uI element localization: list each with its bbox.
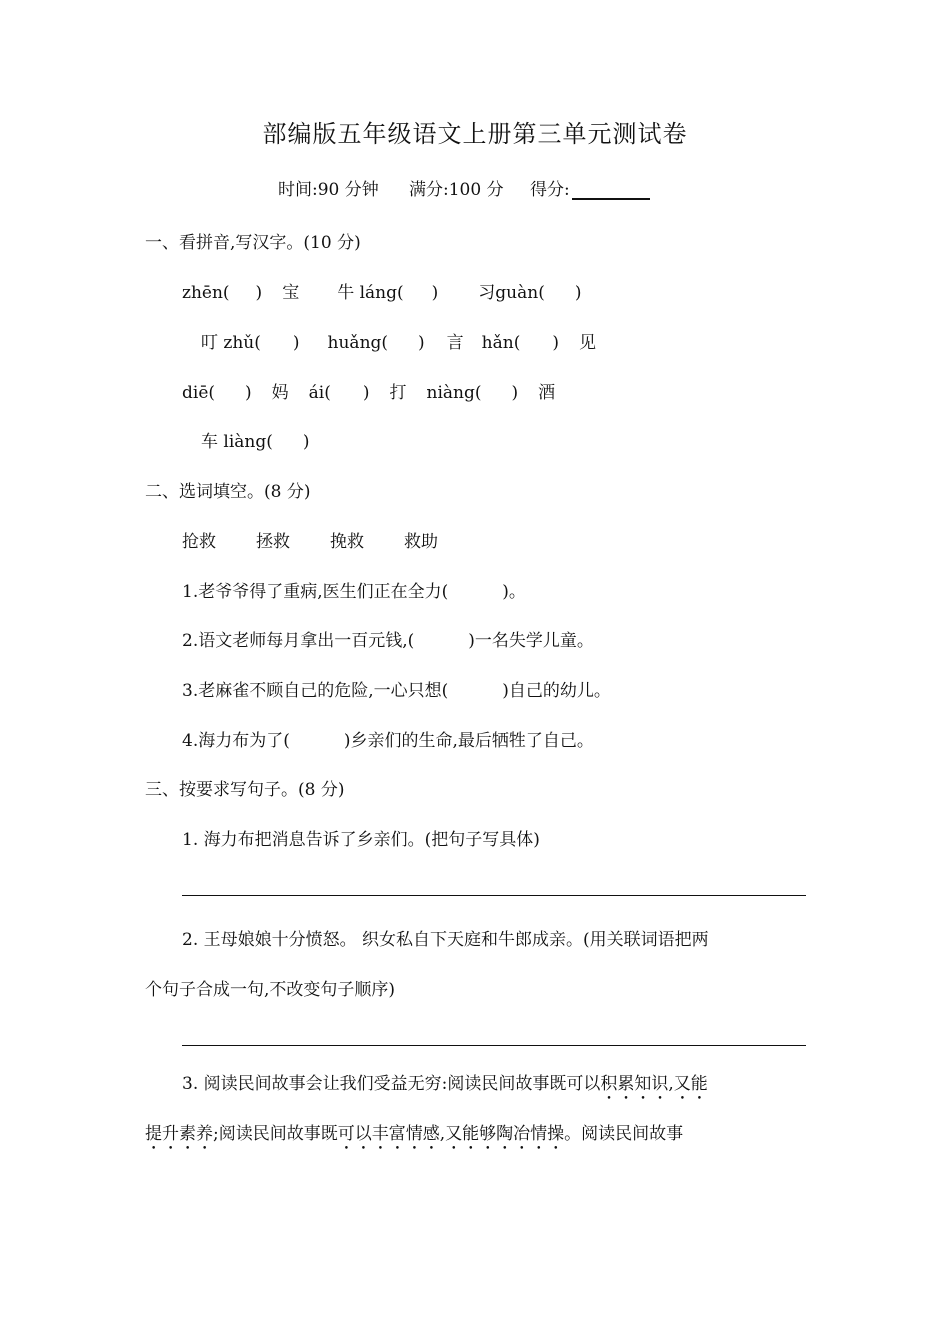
pinyin-char: 酒 <box>538 383 556 403</box>
fill-item-text: 3.老麻雀不顾自己的危险,一心只想( <box>182 681 449 701</box>
pinyin-close: ) <box>302 432 310 452</box>
word-choice: 救助 <box>404 532 438 552</box>
pinyin-close: ) <box>511 383 519 403</box>
section2-heading: 二、选词填空。(8 分) <box>145 482 311 502</box>
pinyin-item: 习guàn( <box>478 283 545 303</box>
pinyin-close: ) <box>255 283 263 303</box>
fill-item-4 <box>182 726 594 751</box>
pinyin-char: 妈 <box>271 383 289 403</box>
score-label: 得分: <box>530 180 570 200</box>
question-text: 。阅读民间故事 <box>564 1124 684 1144</box>
sentence-question-2-line1: 2. 王母娘娘十分愤怒。 织女私自下天庭和牛郎成亲。(用关联词语把两 <box>182 930 709 950</box>
fill-item-text: )乡亲们的生命,最后牺牲了自己。 <box>343 731 594 751</box>
pinyin-close: ) <box>431 283 439 303</box>
emphasized-phrase: 又能够陶冶情操 <box>445 1124 565 1144</box>
sentence-question-2-line2: 个句子合成一句,不改变句子顺序) <box>145 980 396 1000</box>
pinyin-row-1 <box>182 278 581 303</box>
emphasized-phrase: 积累知识 <box>600 1074 669 1094</box>
pinyin-close: ) <box>418 333 425 353</box>
answer-line-1[interactable] <box>182 895 806 896</box>
word-choice: 抢救 <box>182 532 216 552</box>
pinyin-close: ) <box>245 383 252 403</box>
fill-item-text: )自己的幼儿。 <box>502 681 611 701</box>
emphasized-phrase: 又能 <box>673 1074 708 1094</box>
pinyin-item: diē( <box>182 383 216 403</box>
pinyin-close: ) <box>552 333 559 353</box>
pinyin-row-3 <box>182 378 555 403</box>
pinyin-item: 叮 zhǔ( <box>201 333 261 353</box>
pinyin-char: 宝 <box>282 283 300 303</box>
fill-item-1 <box>182 577 526 602</box>
full-score-info: 满分:100 分 <box>409 180 504 200</box>
page-title: 部编版五年级语文上册第三单元测试卷 <box>262 120 688 148</box>
emphasized-phrase: 提升素养 <box>145 1124 213 1144</box>
pinyin-item: ái( <box>308 383 331 403</box>
fill-item-3 <box>182 676 611 701</box>
pinyin-item: 牛 láng( <box>337 283 404 303</box>
fill-item-text: )一名失学儿童。 <box>468 631 594 651</box>
pinyin-char: 言 <box>446 333 464 353</box>
word-choices <box>182 527 438 552</box>
fill-item-text: 4.海力布为了( <box>182 731 290 751</box>
question-text: , <box>439 1124 446 1144</box>
pinyin-close: ) <box>574 283 582 303</box>
word-choice: 拯救 <box>256 532 290 552</box>
question-text: 3. 阅读民间故事会让我们受益无穷:阅读民间故事既可以 <box>182 1074 601 1094</box>
sentence-question-1: 1. 海力布把消息告诉了乡亲们。(把句子写具体) <box>182 830 540 850</box>
pinyin-item: hǎn( <box>481 333 521 353</box>
pinyin-close: ) <box>292 333 300 353</box>
question-text: ;阅读民间故事既 <box>213 1124 338 1144</box>
pinyin-item: 车 liàng( <box>201 432 273 452</box>
pinyin-char: 见 <box>578 333 596 353</box>
time-info: 时间:90 分钟 <box>278 180 379 200</box>
answer-line-2[interactable] <box>182 1045 806 1046</box>
pinyin-close: ) <box>362 383 370 403</box>
sentence-question-3-line1 <box>182 1069 708 1104</box>
fill-item-text: 2.语文老师每月拿出一百元钱,( <box>182 631 415 651</box>
pinyin-item: niàng( <box>426 383 482 403</box>
fill-item-text: 1.老爷爷得了重病,医生们正在全力( <box>182 582 449 602</box>
question-text: , <box>668 1074 674 1094</box>
section1-heading: 一、看拼音,写汉字。(10 分) <box>145 233 361 253</box>
emphasized-phrase: 可以丰富情感 <box>337 1124 440 1144</box>
pinyin-row-4 <box>201 427 310 452</box>
score-blank[interactable] <box>572 180 650 200</box>
sentence-question-3-line2 <box>145 1119 683 1154</box>
fill-item-text: )。 <box>502 582 526 602</box>
pinyin-item: zhēn( <box>182 283 230 303</box>
section3-heading: 三、按要求写句子。(8 分) <box>145 780 345 800</box>
pinyin-row-2 <box>201 328 596 353</box>
pinyin-item: huǎng( <box>327 333 389 353</box>
fill-item-2 <box>182 626 594 651</box>
word-choice: 挽救 <box>330 532 364 552</box>
pinyin-char: 打 <box>389 383 407 403</box>
score-field[interactable] <box>530 175 650 200</box>
